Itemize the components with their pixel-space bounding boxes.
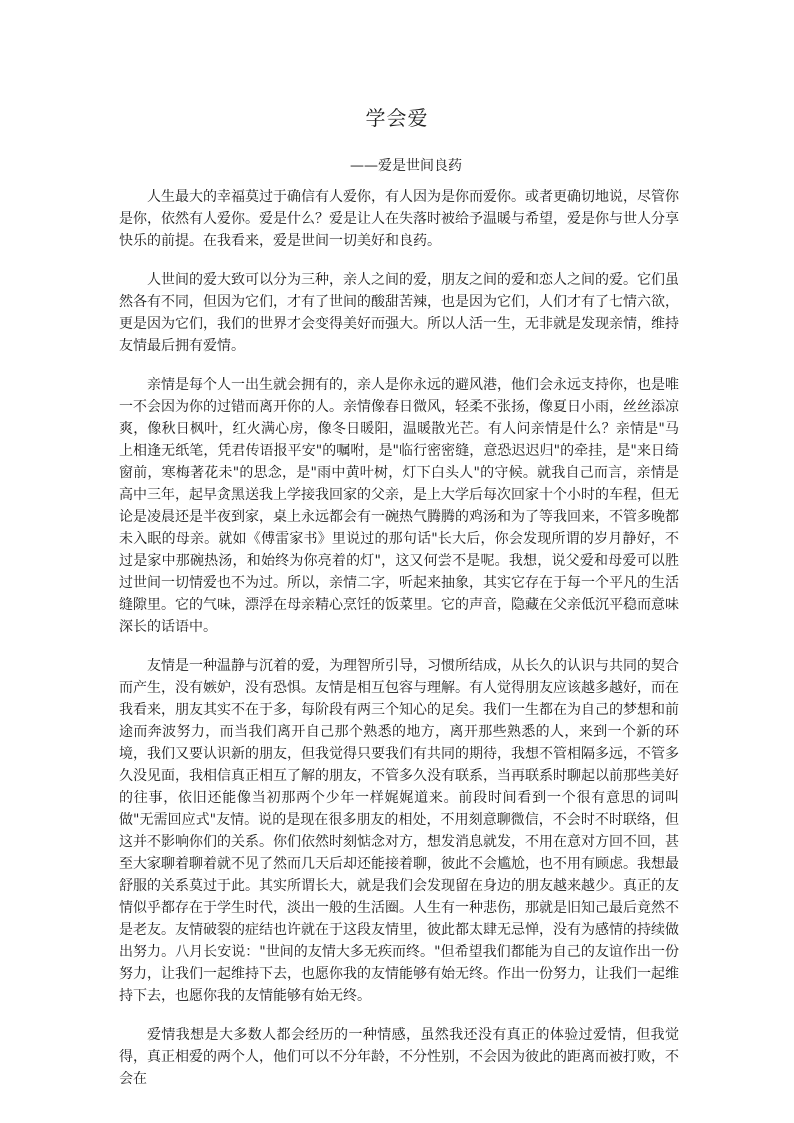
document-body	[119, 186, 679, 1090]
paragraph-romance: 爱情我想是大多数人都会经历的一种情感，虽然我还没有真正的体验过爱情，但我觉得，真正相爱的两个人，他们可以不分年龄，不分性别，不会因为彼此的距离而被打败，不会在	[119, 1027, 679, 1087]
document-title: 学会爱	[365, 106, 429, 130]
paragraph-family-love: 亲情是每个人一出生就会拥有的，亲人是你永远的避风港，他们会永远支持你，也是唯一不会因为你的过错而离开你的人。亲情像春日微风，轻柔不张扬，像夏日小雨，丝丝添凉爽，像秋日枫叶，红火满心房，像冬日暖阳，温暖散光芒。有人问亲情是什么？亲情是"马上相逢无纸笔，凭君传语报平安"的嘱咐，是"临行密密缝，意恐迟迟归"的牵挂，是"来日绮窗前，寒梅著花未"的思念，是"雨中黄叶树，灯下白头人"的守候。就我自己而言，亲情是高中三年，起早贪黑送我上学接我回家的父亲，是上大学后每次回家十个小时的车程，但无论是凌晨还是半夜到家，桌上永远都会有一碗热气腾腾的鸡汤和为了等我回来，不管多晚都未入眠的母亲。就如《傅雷家书》里说过的那句话"长大后，你会发现所谓的岁月静好，不过是家中那碗热汤，和始终为你亮着的灯"，这又何尝不是呢。我想，说父爱和母爱可以胜过世间一切情爱也不为过。所以，亲情二字，听起来抽象，其实它存在于每一个平凡的生活缝隙里。它的气味，漂浮在母亲精心烹饪的饭菜里。它的声音，隐藏在父亲低沉平稳而意味深长的话语中。	[119, 377, 679, 635]
paragraph-intro: 人生最大的幸福莫过于确信有人爱你，有人因为是你而爱你。或者更确切地说，尽管你是你，依然有人爱你。爱是什么？爱是让人在失落时被给予温暖与希望，爱是你与世人分享快乐的前提。在我看来，爱是世间一切美好和良药。	[119, 189, 679, 249]
paragraph-three-kinds: 人世间的爱大致可以分为三种，亲人之间的爱，朋友之间的爱和恋人之间的爱。它们虽然各有不同，但因为它们，才有了世间的酸甜苦辣，也是因为它们，人们才有了七情六欲，更是因为它们，我们的世界才会变得美好而强大。所以人活一生，无非就是发现亲情，维持友情最后拥有爱情。	[119, 272, 679, 354]
paragraph-friendship: 友情是一种温静与沉着的爱，为理智所引导，习惯所结成，从长久的认识与共同的契合而产生，没有嫉妒，没有恐惧。友情是相互包容与理解。有人觉得朋友应该越多越好，而在我看来，朋友其实不在于多，每阶段有两三个知心的足矣。我们一生都在为自己的梦想和前途而奔波努力，而当我们离开自己那个熟悉的地方，离开那些熟悉的人，来到一个新的环境，我们又要认识新的朋友，但我觉得只要我们有共同的期待，我想不管相隔多远，不管多久没见面，我相信真正相互了解的朋友，不管多久没有联系，当再联系时聊起以前那些美好的往事，依旧还能像当初那两个少年一样娓娓道来。前段时间看到一个很有意思的词叫做"无需回应式"友情。说的是现在很多朋友的相处，不用刻意聊微信，不会时不时联络，但这并不影响你们的关系。你们依然时刻惦念对方，想发消息就发，不用在意对方回不回，甚至大家聊着聊着就不见了然而几天后却还能接着聊，彼此不会尴尬，也不用有顾虑。我想最舒服的关系莫过于此。其实所谓长大，就是我们会发现留在身边的朋友越来越少。真正的友情似乎都存在于学生时代，淡出一般的生活圈。人生有一种悲伤，那就是旧知己最后竟然不是老友。友情破裂的症结也许就在于这段友情里，彼此都太肆无忌惮，没有为感情的持续做出努力。八月长安说："世间的友情大多无疾而终。"但希望我们都能为自己的友谊作出一份努力，让我们一起维持下去，也愿你我的友情能够有始无终。作出一份努力，让我们一起维持下去，也愿你我的友情能够有始无终。	[119, 658, 679, 1004]
document-subtitle: ——爱是世间良药	[350, 158, 462, 174]
